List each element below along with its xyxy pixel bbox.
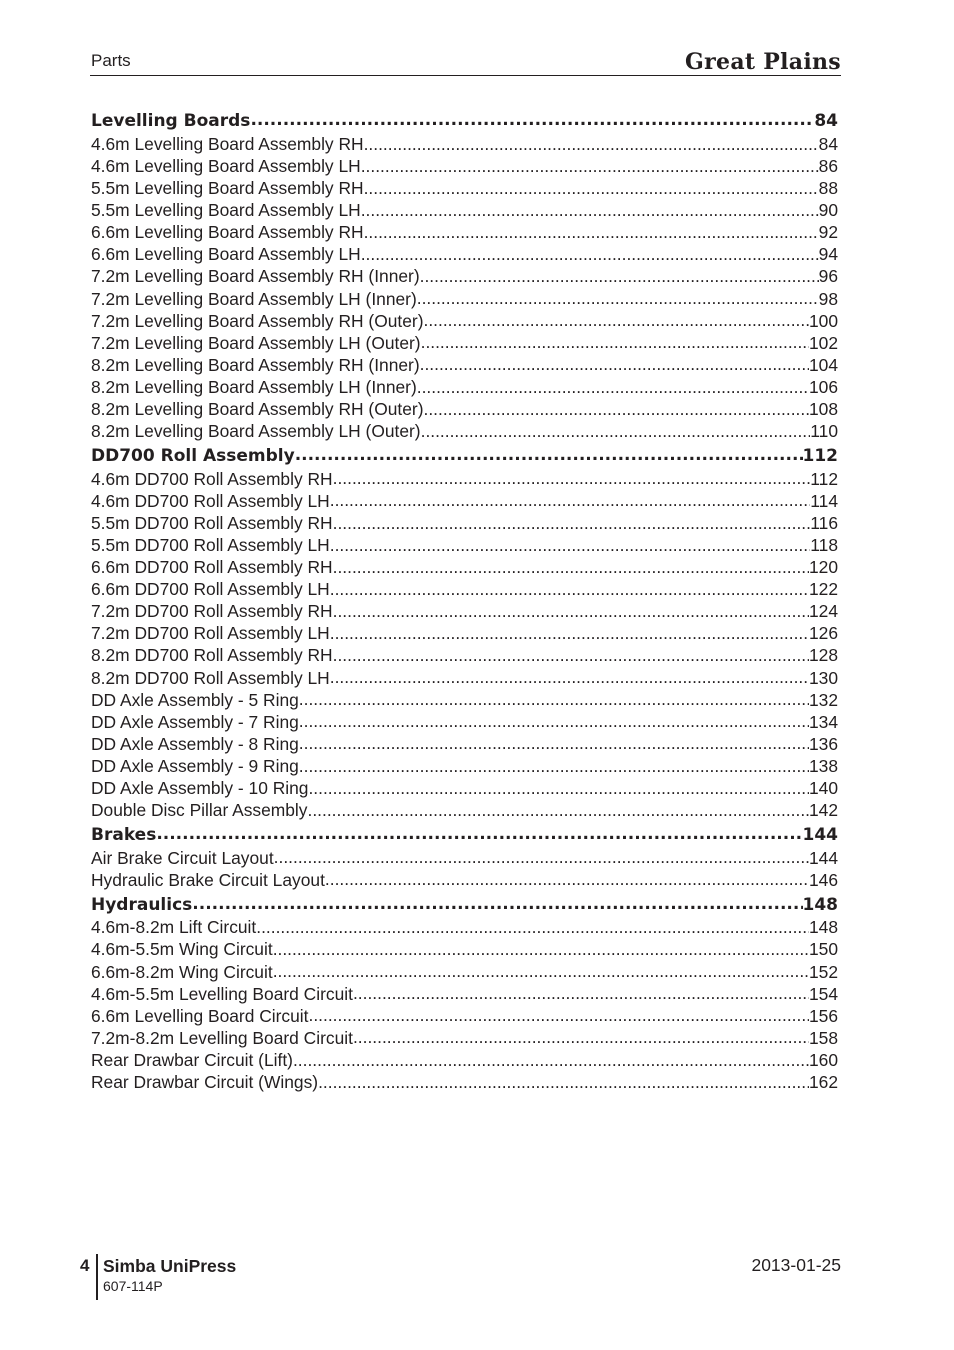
toc-entry-page: 134 (808, 711, 838, 732)
toc-entry[interactable] (91, 353, 838, 375)
toc-entry[interactable] (91, 331, 838, 353)
toc-entry-label: DD Axle Assembly - 10 Ring (91, 778, 309, 799)
toc-entry-page: 142 (808, 800, 838, 821)
dot-leader (330, 534, 811, 551)
dot-leader (417, 376, 809, 393)
toc-entry-label: DD Axle Assembly - 7 Ring (91, 711, 299, 732)
toc-entry-page: 120 (808, 557, 838, 578)
toc-entry[interactable] (91, 578, 838, 600)
toc-entry-label: 4.6m-5.5m Levelling Board Circuit (91, 983, 353, 1004)
toc-entry-label: 7.2m DD700 Roll Assembly LH (91, 623, 330, 644)
toc-entry-page: 152 (808, 961, 838, 982)
toc-entry[interactable] (91, 556, 838, 578)
toc-entry-label: 4.6m DD700 Roll Assembly LH (91, 490, 330, 511)
toc-entry[interactable] (91, 534, 838, 556)
toc-entry-page: 158 (808, 1027, 838, 1048)
dot-leader (353, 1026, 809, 1043)
toc-section-heading[interactable] (91, 893, 838, 917)
toc-entry[interactable] (91, 666, 838, 688)
toc-entry-page: 124 (808, 601, 838, 622)
toc-entry-label: 8.2m Levelling Board Assembly RH (Inner) (91, 354, 420, 375)
toc-entry[interactable] (91, 489, 838, 511)
header-divider (90, 75, 841, 76)
toc-entry-page: 104 (808, 354, 838, 375)
page-number: 4 (80, 1256, 90, 1275)
dot-leader (333, 556, 809, 573)
toc-entry-page: 146 (808, 869, 838, 890)
toc-entry-label: 6.6m DD700 Roll Assembly RH (91, 557, 333, 578)
dot-leader (330, 666, 809, 683)
toc-entry-label: 7.2m Levelling Board Assembly LH (Inner) (91, 288, 417, 309)
dot-leader (308, 777, 809, 794)
dot-leader (309, 1004, 809, 1021)
toc-entry-page: 136 (808, 733, 838, 754)
toc-entry-label: 4.6m DD700 Roll Assembly RH (91, 468, 333, 489)
dot-leader (333, 600, 809, 617)
dot-leader (273, 938, 809, 955)
toc-entry-page: 160 (808, 1049, 838, 1070)
toc-entry-page: 96 (818, 266, 838, 287)
toc-entry-page: 112 (802, 445, 838, 466)
table-of-contents (91, 109, 838, 1093)
toc-entry[interactable] (91, 243, 838, 265)
toc-entry-page: 138 (808, 755, 838, 776)
toc-entry[interactable] (91, 868, 838, 890)
toc-entry-page: 118 (810, 534, 838, 555)
dot-leader (295, 444, 803, 461)
toc-entry-label: 4.6m-8.2m Lift Circuit (91, 917, 257, 938)
header-section-label: Parts (91, 51, 131, 70)
toc-entry-label: 8.2m DD700 Roll Assembly LH (91, 667, 330, 688)
toc-entry-label: 6.6m Levelling Board Assembly LH (91, 244, 361, 265)
toc-entry-page: 102 (808, 332, 838, 353)
toc-entry[interactable] (91, 846, 838, 868)
toc-entry-page: 90 (818, 200, 838, 221)
toc-entry-page: 144 (808, 847, 838, 868)
dot-leader (421, 331, 809, 348)
toc-entry-page: 154 (808, 983, 838, 1004)
toc-entry[interactable] (91, 177, 838, 199)
toc-entry-page: 130 (808, 667, 838, 688)
dot-leader (424, 309, 809, 326)
dot-leader (333, 467, 811, 484)
toc-entry[interactable] (91, 309, 838, 331)
dot-leader (274, 846, 809, 863)
dot-leader (192, 893, 802, 910)
toc-entry[interactable] (91, 777, 838, 799)
toc-entry-page: 86 (818, 155, 838, 176)
toc-entry-page: 84 (814, 111, 838, 131)
dot-leader (361, 243, 819, 260)
toc-entry[interactable] (91, 982, 838, 1004)
document-date: 2013-01-25 (751, 1255, 841, 1275)
toc-entry[interactable] (91, 287, 838, 309)
toc-entry[interactable] (91, 420, 838, 442)
document-title: Simba UniPress (103, 1256, 237, 1276)
toc-entry-page: 98 (818, 288, 838, 309)
document-code: 607-114P (103, 1278, 163, 1294)
toc-entry[interactable] (91, 644, 838, 666)
toc-entry-label: Double Disc Pillar Assembly (91, 800, 308, 821)
toc-entry[interactable] (91, 376, 838, 398)
toc-entry-label: 8.2m Levelling Board Assembly RH (Outer) (91, 399, 424, 420)
toc-entry-page: 128 (808, 645, 838, 666)
dot-leader (421, 420, 811, 437)
toc-entry[interactable] (91, 155, 838, 177)
toc-entry-label: 5.5m Levelling Board Assembly RH (91, 178, 364, 199)
toc-entry-label: 5.5m DD700 Roll Assembly LH (91, 534, 330, 555)
toc-entry-label: DD Axle Assembly - 8 Ring (91, 733, 299, 754)
toc-entry-label: DD Axle Assembly - 5 Ring (91, 689, 299, 710)
toc-section-heading[interactable] (91, 444, 838, 468)
toc-entry-page: 114 (810, 490, 838, 511)
toc-entry-label: 7.2m DD700 Roll Assembly RH (91, 601, 333, 622)
toc-entry-page: 84 (818, 133, 838, 154)
toc-entry[interactable] (91, 755, 838, 777)
toc-entry-label: 4.6m Levelling Board Assembly LH (91, 155, 361, 176)
toc-entry-label: 5.5m Levelling Board Assembly LH (91, 200, 361, 221)
dot-leader (156, 823, 802, 840)
dot-leader (330, 622, 809, 639)
toc-entry[interactable] (91, 799, 838, 821)
toc-entry-label: 8.2m Levelling Board Assembly LH (Outer) (91, 421, 421, 442)
toc-entry-label: 5.5m DD700 Roll Assembly RH (91, 512, 333, 533)
toc-entry-label: 6.6m Levelling Board Assembly RH (91, 222, 364, 243)
dot-leader (330, 578, 809, 595)
toc-entry[interactable] (91, 512, 838, 534)
toc-entry-label: Brakes (91, 824, 157, 845)
toc-entry-label: Rear Drawbar Circuit (Wings) (91, 1072, 319, 1093)
dot-leader (364, 221, 819, 238)
dot-leader (361, 155, 819, 172)
dot-leader (293, 1049, 809, 1066)
toc-entry-page: 132 (808, 689, 838, 710)
dot-leader (364, 133, 819, 150)
dot-leader (250, 109, 814, 126)
toc-entry[interactable] (91, 938, 838, 960)
toc-entry-label: 6.6m DD700 Roll Assembly LH (91, 579, 330, 600)
toc-entry-page: 108 (808, 399, 838, 420)
toc-entry[interactable] (91, 600, 838, 622)
toc-entry[interactable] (91, 710, 838, 732)
dot-leader (273, 960, 809, 977)
toc-entry-page: 148 (802, 894, 838, 915)
brand-logo: Great Plains (685, 49, 841, 75)
toc-entry-label: 7.2m Levelling Board Assembly RH (Outer) (91, 310, 424, 331)
toc-entry[interactable] (91, 265, 838, 287)
toc-entry-page: 150 (808, 939, 838, 960)
toc-entry-label: 4.6m Levelling Board Assembly RH (91, 133, 364, 154)
dot-leader (364, 177, 819, 194)
toc-entry-label: 7.2m Levelling Board Assembly RH (Inner) (91, 266, 420, 287)
toc-section-heading[interactable] (91, 109, 838, 133)
toc-entry-label: 7.2m-8.2m Levelling Board Circuit (91, 1027, 353, 1048)
toc-entry-label: DD Axle Assembly - 9 Ring (91, 755, 299, 776)
toc-entry[interactable] (91, 199, 838, 221)
toc-entry[interactable] (91, 221, 838, 243)
toc-entry-label: Rear Drawbar Circuit (Lift) (91, 1049, 293, 1070)
dot-leader (361, 199, 819, 216)
dot-leader (333, 512, 811, 529)
toc-entry-label: Levelling Boards (91, 111, 251, 131)
toc-entry-label: 4.6m-5.5m Wing Circuit (91, 939, 273, 960)
dot-leader (299, 732, 809, 749)
toc-section-heading[interactable] (91, 823, 838, 847)
dot-leader (308, 799, 809, 816)
toc-entry-page: 126 (808, 623, 838, 644)
dot-leader (420, 353, 809, 370)
toc-entry-label: Hydraulics (91, 894, 193, 915)
toc-entry-label: 8.2m DD700 Roll Assembly RH (91, 645, 333, 666)
toc-entry-page: 110 (810, 421, 838, 442)
toc-entry-page: 88 (818, 178, 838, 199)
toc-entry[interactable] (91, 1026, 838, 1048)
toc-entry[interactable] (91, 732, 838, 754)
dot-leader (256, 916, 809, 933)
toc-entry-page: 92 (818, 222, 838, 243)
dot-leader (330, 489, 811, 506)
toc-entry-page: 100 (808, 310, 838, 331)
toc-entry[interactable] (91, 133, 838, 155)
toc-entry-page: 156 (808, 1005, 838, 1026)
dot-leader (420, 265, 819, 282)
toc-entry-label: 7.2m Levelling Board Assembly LH (Outer) (91, 332, 421, 353)
toc-entry-label: 8.2m Levelling Board Assembly LH (Inner) (91, 376, 417, 397)
toc-entry-page: 106 (808, 376, 838, 397)
toc-entry[interactable] (91, 1049, 838, 1071)
toc-entry-page: 122 (808, 579, 838, 600)
dot-leader (325, 868, 809, 885)
toc-entry-label: 6.6m-8.2m Wing Circuit (91, 961, 273, 982)
toc-entry-page: 144 (802, 824, 838, 845)
dot-leader (353, 982, 809, 999)
dot-leader (417, 287, 819, 304)
toc-entry-label: 6.6m Levelling Board Circuit (91, 1005, 309, 1026)
toc-entry-page: 112 (810, 468, 838, 489)
toc-entry[interactable] (91, 916, 838, 938)
dot-leader (318, 1071, 809, 1088)
toc-entry[interactable] (91, 467, 838, 489)
dot-leader (299, 688, 809, 705)
dot-leader (299, 755, 809, 772)
toc-entry[interactable] (91, 960, 838, 982)
toc-entry-label: DD700 Roll Assembly (91, 445, 295, 466)
dot-leader (424, 398, 809, 415)
toc-entry-page: 148 (808, 917, 838, 938)
toc-entry-label: Air Brake Circuit Layout (91, 847, 274, 868)
toc-entry-label: Hydraulic Brake Circuit Layout (91, 869, 325, 890)
footer-divider (96, 1254, 98, 1300)
dot-leader (333, 644, 809, 661)
toc-entry-page: 162 (808, 1072, 838, 1093)
toc-entry[interactable] (91, 1004, 838, 1026)
toc-entry-page: 94 (818, 244, 838, 265)
toc-entry[interactable] (91, 622, 838, 644)
dot-leader (299, 710, 809, 727)
toc-entry[interactable] (91, 398, 838, 420)
toc-entry-page: 116 (810, 512, 838, 533)
toc-entry[interactable] (91, 688, 838, 710)
toc-entry-page: 140 (808, 778, 838, 799)
toc-entry[interactable] (91, 1071, 838, 1093)
